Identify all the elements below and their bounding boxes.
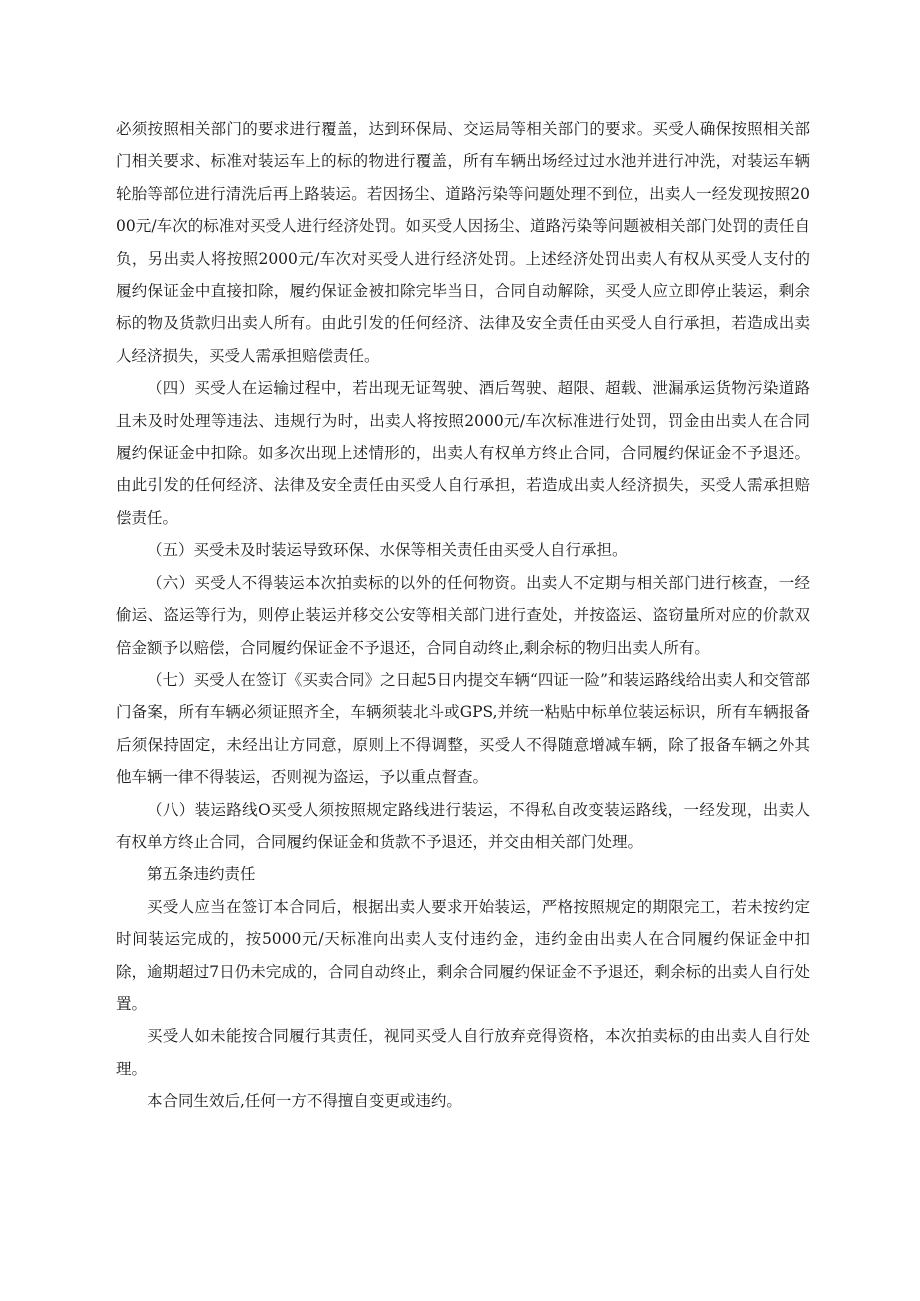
paragraph-covering-requirements: 必须按照相关部门的要求进行覆盖，达到环保局、交运局等相关部门的要求。买受人确保按照相关部门相关要求、标准对装运车上的标的物进行覆盖，所有车辆出场经过过水池并进行冲洗，对装运车辆轮胎等部位进行清洗后再上路装运。若因扬尘、道路污染等问题处理不到位，出卖人一经发现按照2000元/车次的标准对买受人进行经济处罚。如买受人因扬尘、道路污染等问题被相关部门处罚的责任自负，另出卖人将按照2000元/车次对买受人进行经济处罚。上述经济处罚出卖人有权从买受人支付的履约保证金中直接扣除，履约保证金被扣除完毕当日，合同自动解除，买受人应立即停止装运，剩余标的物及货款归出卖人所有。由此引发的任何经济、法律及安全责任由买受人自行承担，若造成出卖人经济损失，买受人需承担赔偿责任。 bbox=[116, 120, 810, 365]
paragraph-clause-7: （七）买受人在签订《买卖合同》之日起5日内提交车辆“四证一险”和装运路线给出卖人和交管部门备案，所有车辆必须证照齐全，车辆须装北斗或GPS,并统一粘贴中标单位装运标识，所有车辆报备后须保持固定，未经出让方同意，原则上不得调整，买受人不得随意增减车辆，除了报备车辆之外其他车辆一律不得装运，否则视为盗运，予以重点督查。 bbox=[116, 670, 810, 787]
paragraph-no-modification: 本合同生效后,任何一方不得擅自变更或违约。 bbox=[147, 1092, 462, 1111]
document-page bbox=[116, 113, 810, 1118]
paragraph-clause-4: （四）买受人在运输过程中，若出现无证驾驶、酒后驾驶、超限、超载、泄漏承运货物污染道路且未及时处理等违法、违规行为时，出卖人将按照2000元/车次标准进行处罚，罚金由出卖人在合同履约保证金中扣除。如多次出现上述情形的，出卖人有权单方终止合同，合同履约保证金不予退还。由此引发的任何经济、法律及安全责任由买受人自行承担，若造成出卖人经济损失，买受人需承担赔偿责任。 bbox=[116, 379, 810, 527]
paragraph-clause-8: （八）装运路线O买受人须按照规定路线进行装运，不得私自改变装运路线，一经发现，出卖人有权单方终止合同，合同履约保证金和货款不予退还，并交由相关部门处理。 bbox=[116, 800, 810, 851]
article-5-heading: 第五条违约责任 bbox=[147, 865, 256, 884]
paragraph-forfeit-qualification: 买受人如未能按合同履行其责任，视同买受人自行放弃竞得资格，本次拍卖标的由出卖人自行处理。 bbox=[116, 1027, 810, 1078]
paragraph-clause-5: （五）买受未及时装运导致环保、水保等相关责任由买受人自行承担。 bbox=[147, 541, 628, 560]
paragraph-clause-6: （六）买受人不得装运本次拍卖标的以外的任何物资。出卖人不定期与相关部门进行核查，一经偷运、盗运等行为，则停止装运并移交公安等相关部门进行查处，并按盗运、盗窃量所对应的价款双倍金额予以赔偿，合同履约保证金不予退还，合同自动终止,剩余标的物归出卖人所有。 bbox=[116, 573, 810, 657]
paragraph-breach-penalty: 买受人应当在签订本合同后，根据出卖人要求开始装运，严格按照规定的期限完工，若未按约定时间装运完成的，按5000元/天标准向出卖人支付违约金，违约金由出卖人在合同履约保证金中扣除，逾期超过7日仍未完成的，合同自动终止，剩余合同履约保证金不予退还，剩余标的出卖人自行处置。 bbox=[116, 897, 810, 1013]
